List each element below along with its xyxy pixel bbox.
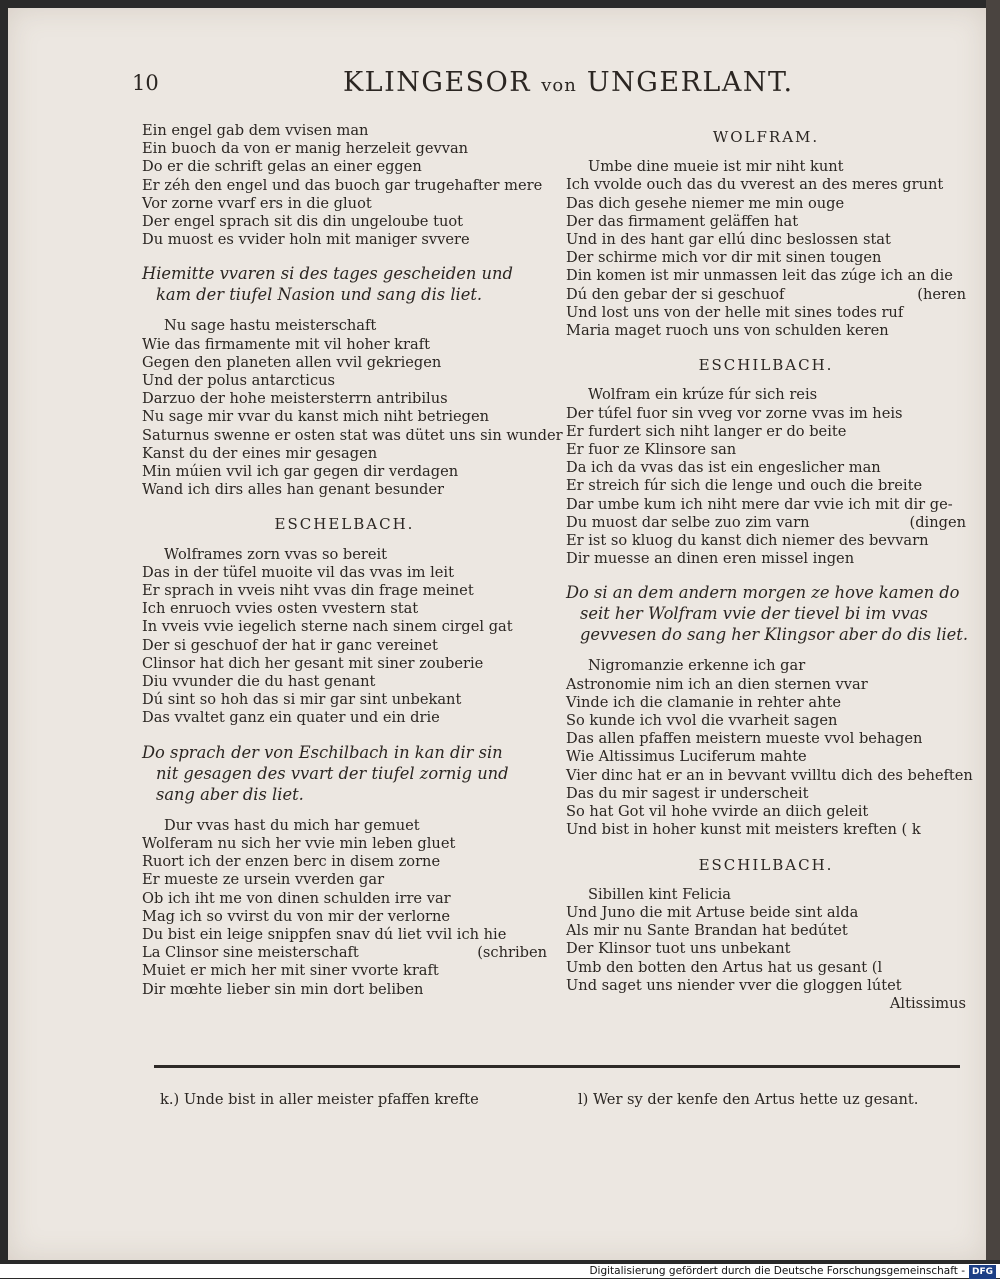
verse-line: Wolferam nu sich her vvie min leben gluet — [142, 834, 456, 852]
rubric — [142, 742, 547, 805]
verse-line: Als mir nu Sante Brandan hat bedútet — [566, 922, 848, 940]
verse-line: Wie das firmamente mit vil hoher kraft — [142, 335, 430, 353]
verse-line: Ein buoch da von er manig herzeleit gevvan — [142, 140, 469, 158]
verse-line: Kanst du der eines mir gesagen — [142, 444, 378, 462]
verse-line: Ein engel gab dem vvisen man — [142, 122, 369, 139]
stanza — [566, 386, 966, 568]
rubric-line: Do sprach der von Eschilbach in kan dir sin — [142, 742, 503, 762]
book-page — [8, 8, 986, 1260]
verse-line: Saturnus swenne er osten stat was dütet uns sin wunder — [142, 426, 563, 444]
verse-line: Der engel sprach sit dis din ungeloube tuot — [142, 213, 463, 231]
verse-line: Mag ich so vvirst du von mir der verlorne — [142, 907, 451, 925]
funding-text: Digitalisierung gefördert durch die Deutsche Forschungsgemeinschaft - — [589, 1265, 965, 1277]
verse-line: Nigromanzie erkenne ich gar — [588, 657, 806, 675]
verse-text: Du muost dar selbe zuo zim varn — [566, 513, 810, 531]
dfg-logo: DFG — [969, 1265, 996, 1279]
verse-line: Und der polus antarcticus — [142, 372, 336, 390]
verse-line: Ich enruoch vvies osten vvestern stat — [142, 600, 419, 618]
verse-line: Nu sage hastu meisterschaft — [164, 317, 377, 335]
rubric-line: seit her Wolfram vvie der tievel bi im vvas — [580, 604, 928, 624]
footnote-rule — [154, 1065, 960, 1068]
section-heading: WOLFRAM. — [712, 128, 820, 146]
verse-line: Vier dinc hat er an in bevvant vvilltu dich des beheften — [566, 766, 973, 784]
verse-line: So hat Got vil hohe vvirde an diich geleit — [566, 803, 869, 821]
stanza — [566, 158, 966, 340]
verse-line: Clinsor hat dich her gesant mit siner zouberie — [142, 654, 484, 672]
runover-word: (dingen — [909, 513, 966, 531]
verse-line: Der schirme mich vor dir mit sinen tougen — [566, 249, 882, 267]
rubric — [566, 582, 969, 645]
verse-line: Du bist ein leige snippfen snav dú liet vvil ich hie — [142, 925, 507, 943]
verse-line: Do er die schrift gelas an einer eggen — [142, 158, 422, 176]
stanza — [566, 886, 966, 1013]
verse-line: Das vvaltet ganz ein quater und ein drie — [142, 709, 440, 727]
rubric-line: kam der tiufel Nasion und sang dis liet. — [156, 285, 483, 305]
verse-line: Umb den botten den Artus hat us gesant (l — [566, 958, 883, 976]
verse-line: Da ich da vvas das ist ein engeslicher man — [566, 459, 881, 477]
running-head-part2: UNGERLANT. — [576, 67, 794, 98]
verse-line: Und in des hant gar ellú dinc beslossen stat — [566, 231, 891, 249]
verse-line: Vinde ich die clamanie in rehter ahte — [566, 693, 841, 711]
stanza — [142, 546, 547, 728]
verse-line: Und bist in hoher kunst mit meisters kreften ( k — [566, 821, 921, 839]
verse-line: Er fuor ze Klinsore san — [566, 441, 737, 459]
verse-line: Der si geschuof der hat ir ganc vereinet — [142, 636, 438, 654]
verse-line — [142, 944, 547, 962]
verse-line: Dir muesse an dinen eren missel ingen — [566, 550, 855, 568]
stanza — [566, 657, 973, 839]
verse-line: Ich vvolde ouch das du vverest an des meres grunt — [566, 176, 944, 194]
verse-line: Dir mœhte lieber sin min dort beliben — [142, 980, 424, 998]
verse-line: Dú sint so hoh das si mir gar sint unbekant — [142, 691, 462, 709]
verse-line: Und Juno die mit Artuse beide sint alda — [566, 903, 859, 921]
verse-line: Dar umbe kum ich niht mere dar vvie ich mit dir ge- — [566, 495, 953, 513]
verse-text: La Clinsor sine meisterschaft — [142, 944, 359, 962]
verse-line: Diu vvunder die du hast genant — [142, 673, 376, 691]
verse-line: Und saget uns niender vver die gloggen lútet — [566, 976, 902, 994]
funding-banner — [0, 1264, 1000, 1278]
verse-line: Ruort ich der enzen berc in disem zorne — [142, 853, 441, 871]
verse-line: Der das firmament geläffen hat — [566, 212, 799, 230]
verse-line: Der túfel fuor sin vveg vor zorne vvas im heis — [566, 404, 903, 422]
verse-line: Er zéh den engel und das buoch gar trugehafter mere — [142, 176, 543, 194]
stanza — [142, 817, 547, 999]
runover-word: (schriben — [477, 944, 547, 962]
rubric-line: Hiemitte vvaren si des tages gescheiden und — [142, 264, 513, 284]
verse-line: Du muost es vvider holn mit maniger svvere — [142, 231, 470, 249]
verse-line: Der Klinsor tuot uns unbekant — [566, 940, 791, 958]
rubric — [142, 263, 547, 305]
left-column — [142, 122, 563, 999]
verse-line: Dur vvas hast du mich har gemuet — [164, 816, 420, 834]
verse-line: Nu sage mir vvar du kanst mich niht betriegen — [142, 408, 490, 426]
verse-line: Er furdert sich niht langer er do beite — [566, 422, 847, 440]
verse-line: Er mueste ze ursein vverden gar — [142, 871, 385, 889]
verse-line: Darzuo der hohe meistersterrn antribilus — [142, 390, 448, 408]
right-column — [566, 128, 973, 1013]
page-number: 10 — [132, 71, 159, 95]
rubric-line: Do si an dem andern morgen ze hove kamen do — [566, 583, 960, 603]
verse-line: Wie Altissimus Luciferum mahte — [566, 748, 807, 766]
section-heading: ESCHILBACH. — [698, 855, 834, 874]
verse-line: Umbe dine mueie ist mir niht kunt — [588, 158, 844, 176]
verse-line: Er streich fúr sich die lenge und ouch die breite — [566, 477, 923, 495]
footnote-k: k.) Unde bist in aller meister pfaffen krefte — [160, 1091, 479, 1108]
verse-line: Min múien vvil ich gar gegen dir verdagen — [142, 463, 459, 481]
verse-line: Wolframes zorn vvas so bereit — [164, 545, 387, 563]
runover-word: (heren — [917, 285, 966, 303]
verse-text: Dú den gebar der si geschuof — [566, 285, 785, 303]
verse-line: Wolfram ein krúze fúr sich reis — [588, 386, 818, 404]
verse-line: Vor zorne vvarf ers in die gluot — [142, 194, 372, 212]
section-heading: ESCHILBACH. — [698, 356, 834, 375]
verse-line: Gegen den planeten allen vvil gekriegen — [142, 353, 442, 371]
scan-edge — [986, 0, 1000, 1260]
verse-line — [566, 286, 966, 304]
verse-line: In vveis vvie iegelich sterne nach sinem cirgel gat — [142, 618, 513, 636]
rubric-line: gevvesen do sang her Klingsor aber do dis liet. — [580, 625, 969, 645]
verse-line: So kunde ich vvol die vvarheit sagen — [566, 712, 838, 730]
verse-line: Maria maget ruoch uns von schulden keren — [566, 322, 889, 340]
footnote-l: l) Wer sy der kenfe den Artus hette uz gesant. — [578, 1091, 919, 1108]
running-head-von: von — [541, 75, 577, 96]
verse-line — [566, 514, 966, 532]
rubric-line: sang aber dis liet. — [156, 784, 304, 804]
verse-line: Sibillen kint Felicia — [588, 885, 731, 903]
verse-line: Das du mir sagest ir underscheit — [566, 784, 809, 802]
verse-line: Das allen pfaffen meistern mueste vvol behagen — [566, 730, 923, 748]
section-heading: ESCHELBACH. — [274, 515, 415, 534]
verse-line: Ob ich iht me von dinen schulden irre var — [142, 889, 451, 907]
verse-line: Muiet er mich her mit siner vvorte kraft — [142, 962, 439, 980]
catchword: Altissimus — [889, 994, 966, 1012]
verse-line: Er sprach in vveis niht vvas din frage meinet — [142, 582, 474, 600]
rubric-line: nit gesagen des vvart der tiufel zornig und — [156, 763, 509, 783]
verse-line: Und lost uns von der helle mit sines todes ruf — [566, 303, 904, 321]
verse-line: Astronomie nim ich an dien sternen vvar — [566, 675, 868, 693]
verse-line: Din komen ist mir unmassen leit das zúge ich an die — [566, 267, 953, 285]
verse-line: Das dich gesehe niemer me min ouge — [566, 194, 845, 212]
running-head — [343, 67, 794, 98]
verse-line: Wand ich dirs alles han genant besunder — [142, 481, 444, 499]
verse-line: Er ist so kluog du kanst dich niemer des bevvarn — [566, 532, 929, 550]
stanza — [142, 122, 547, 249]
verse-line: Das in der tüfel muoite vil das vvas im leit — [142, 563, 454, 581]
running-head-part1: KLINGESOR — [343, 67, 542, 98]
stanza — [142, 317, 563, 499]
